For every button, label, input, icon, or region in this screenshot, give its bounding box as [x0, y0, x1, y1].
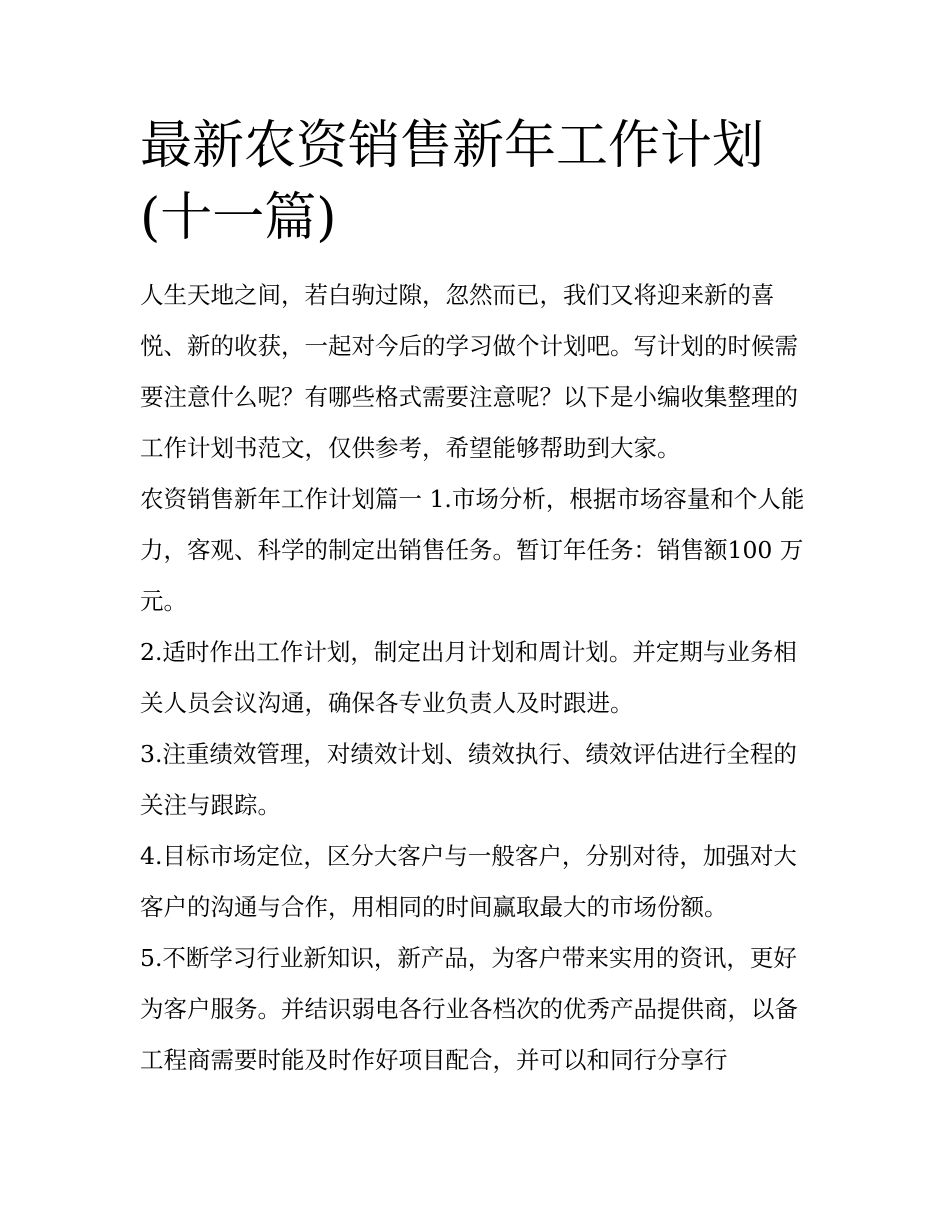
- plan-item-1-paragraph: 农资销售新年工作计划篇一 1.市场分析，根据市场容量和个人能力，客观、科学的制定出销售任务。暂订年任务：销售额100 万元。: [140, 485, 805, 615]
- plan-item-3-paragraph: 3.注重绩效管理，对绩效计划、绩效执行、绩效评估进行全程的关注与跟踪。: [140, 740, 797, 819]
- document-body: [140, 110, 820, 1086]
- plan-item-4-paragraph: 4.目标市场定位，区分大客户与一般客户，分别对待，加强对大客户的沟通与合作，用相同的时间赢取最大的市场份额。: [140, 842, 797, 921]
- plan-item-2-paragraph: 2.适时作出工作计划，制定出月计划和周计划。并定期与业务相关人员会议沟通，确保各专业负责人及时跟进。: [140, 638, 797, 717]
- document-title: 最新农资销售新年工作计划(十一篇): [140, 116, 765, 248]
- plan-item-5-paragraph: 5.不断学习行业新知识，新产品，为客户带来实用的资讯，更好为客户服务。并结识弱电各行业各档次的优秀产品提供商，以备工程商需要时能及时作好项目配合，并可以和同行分享行: [140, 944, 798, 1074]
- intro-paragraph: 人生天地之间，若白驹过隙，忽然而已，我们又将迎来新的喜悦、新的收获，一起对今后的学习做个计划吧。写计划的时候需要注意什么呢？有哪些格式需要注意呢？以下是小编收集整理的工作计划书范文，仅供参考，希望能够帮助到大家。: [140, 281, 798, 462]
